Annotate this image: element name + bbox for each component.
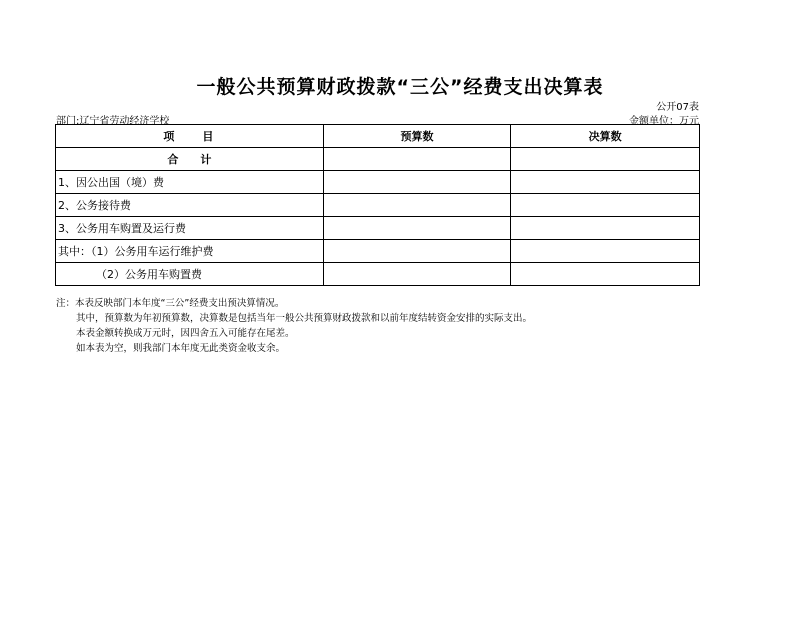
note-line: 如本表为空，则我部门本年度无此类资金收支余。: [76, 343, 286, 354]
form-number: 公开07表: [656, 102, 699, 113]
cell-actual: [511, 240, 700, 263]
row-label-total: 合 计: [56, 148, 324, 171]
cell-budget: [323, 263, 511, 286]
cell-actual: [511, 148, 700, 171]
amount-unit: 金额单位：万元: [629, 116, 699, 127]
cell-actual: [511, 194, 700, 217]
expense-table: [55, 124, 700, 286]
header-item: 项 目: [56, 125, 324, 148]
table-row: [56, 263, 700, 286]
note-line: 本表金额转换成万元时，因四舍五入可能存在尾差。: [76, 328, 295, 339]
row-label: 2、公务接待费: [56, 194, 324, 217]
cell-actual: [511, 217, 700, 240]
cell-budget: [323, 148, 511, 171]
table-header-row: [56, 125, 700, 148]
table-row: [56, 194, 700, 217]
cell-budget: [323, 217, 511, 240]
row-label: 其中：（1）公务用车运行维护费: [56, 240, 324, 263]
cell-budget: [323, 194, 511, 217]
table-row: [56, 240, 700, 263]
note-line: 其中，预算数为年初预算数，决算数是包括当年一般公共预算财政拨款和以前年度结转资金安排的实际支出。: [76, 313, 533, 324]
table-row: [56, 217, 700, 240]
row-label: 1、因公出国（境）费: [56, 171, 324, 194]
row-label: 3、公务用车购置及运行费: [56, 217, 324, 240]
page-title: 一般公共预算财政拨款“三公”经费支出决算表: [196, 76, 604, 98]
note-line: 注：本表反映部门本年度“三公”经费支出预决算情况。: [56, 298, 285, 309]
cell-actual: [511, 263, 700, 286]
department-label: 部门:辽宁省劳动经济学校: [56, 116, 170, 127]
footnotes: [56, 296, 532, 356]
header-actual: 决算数: [511, 125, 700, 148]
row-label: （2）公务用车购置费: [56, 263, 324, 286]
header-budget: 预算数: [323, 125, 511, 148]
cell-actual: [511, 171, 700, 194]
table-row: [56, 171, 700, 194]
table-row: [56, 148, 700, 171]
cell-budget: [323, 240, 511, 263]
cell-budget: [323, 171, 511, 194]
